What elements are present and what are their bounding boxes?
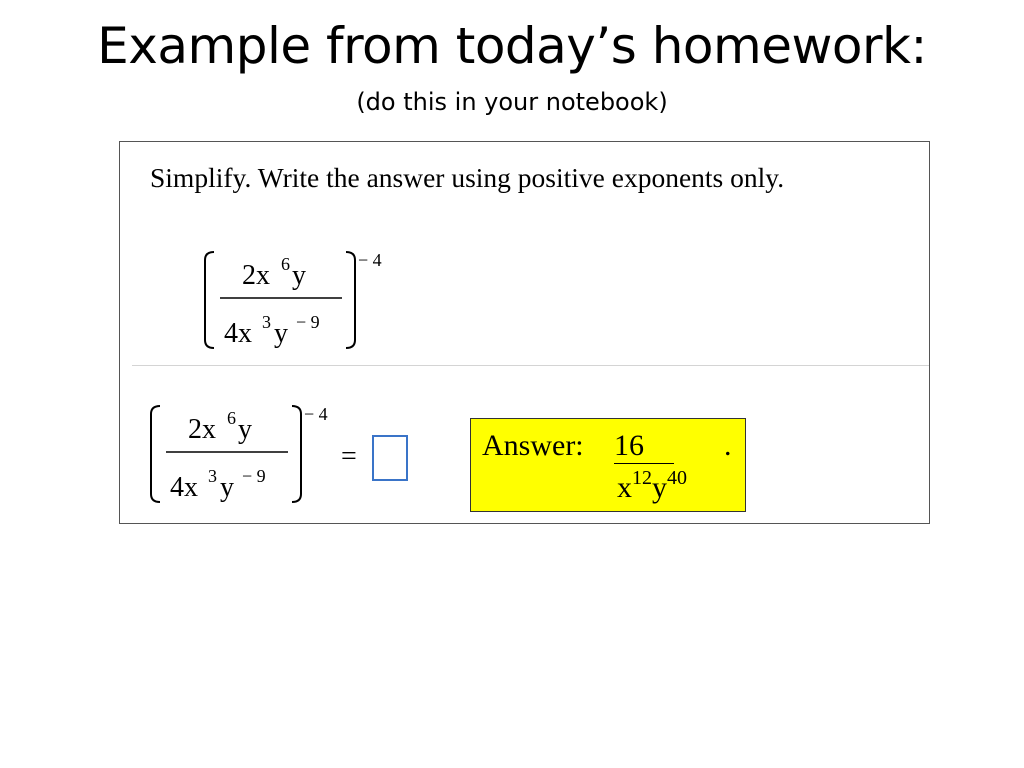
answer-den-x: x bbox=[617, 471, 632, 504]
left-paren bbox=[205, 252, 214, 348]
left-paren bbox=[151, 406, 160, 502]
slide-subtitle: (do this in your notebook) bbox=[356, 88, 668, 116]
answer-fraction-line bbox=[614, 463, 674, 464]
denominator-x-exponent: 3 bbox=[208, 466, 217, 486]
numerator-coef: 2x bbox=[188, 414, 216, 445]
numerator-y: y bbox=[292, 260, 306, 291]
answer-period: . bbox=[724, 429, 732, 462]
section-divider bbox=[132, 365, 929, 366]
outer-exponent: − 4 bbox=[304, 404, 328, 424]
problem-expression bbox=[202, 246, 402, 356]
numerator-coef: 2x bbox=[242, 260, 270, 291]
equals-sign: = bbox=[341, 441, 357, 472]
denominator-y: y bbox=[220, 472, 234, 503]
denominator-y: y bbox=[274, 318, 288, 349]
right-paren bbox=[346, 252, 355, 348]
right-paren bbox=[292, 406, 301, 502]
numerator-x-exponent: 6 bbox=[281, 254, 290, 274]
denominator-coef: 4x bbox=[224, 318, 252, 349]
answer-expression bbox=[148, 400, 368, 510]
numerator-x-exponent: 6 bbox=[227, 408, 236, 428]
answer-den-x-exponent: 12 bbox=[632, 467, 652, 489]
denominator-x-exponent: 3 bbox=[262, 312, 271, 332]
answer-label: Answer: bbox=[482, 429, 584, 462]
problem-box bbox=[119, 141, 930, 524]
slide-title: Example from today’s homework: bbox=[97, 17, 927, 75]
instruction-text: Simplify. Write the answer using positive exponents only. bbox=[150, 162, 785, 193]
answer-denominator bbox=[617, 469, 687, 505]
outer-exponent: − 4 bbox=[358, 250, 382, 270]
denominator-y-exponent: − 9 bbox=[296, 312, 320, 332]
answer-highlight-box bbox=[470, 418, 746, 512]
answer-den-y-exponent: 40 bbox=[667, 467, 687, 489]
answer-numerator: 16 bbox=[614, 429, 644, 462]
answer-den-y: y bbox=[652, 471, 667, 504]
numerator-y: y bbox=[238, 414, 252, 445]
answer-input-box[interactable] bbox=[372, 435, 408, 481]
denominator-coef: 4x bbox=[170, 472, 198, 503]
denominator-y-exponent: − 9 bbox=[242, 466, 266, 486]
